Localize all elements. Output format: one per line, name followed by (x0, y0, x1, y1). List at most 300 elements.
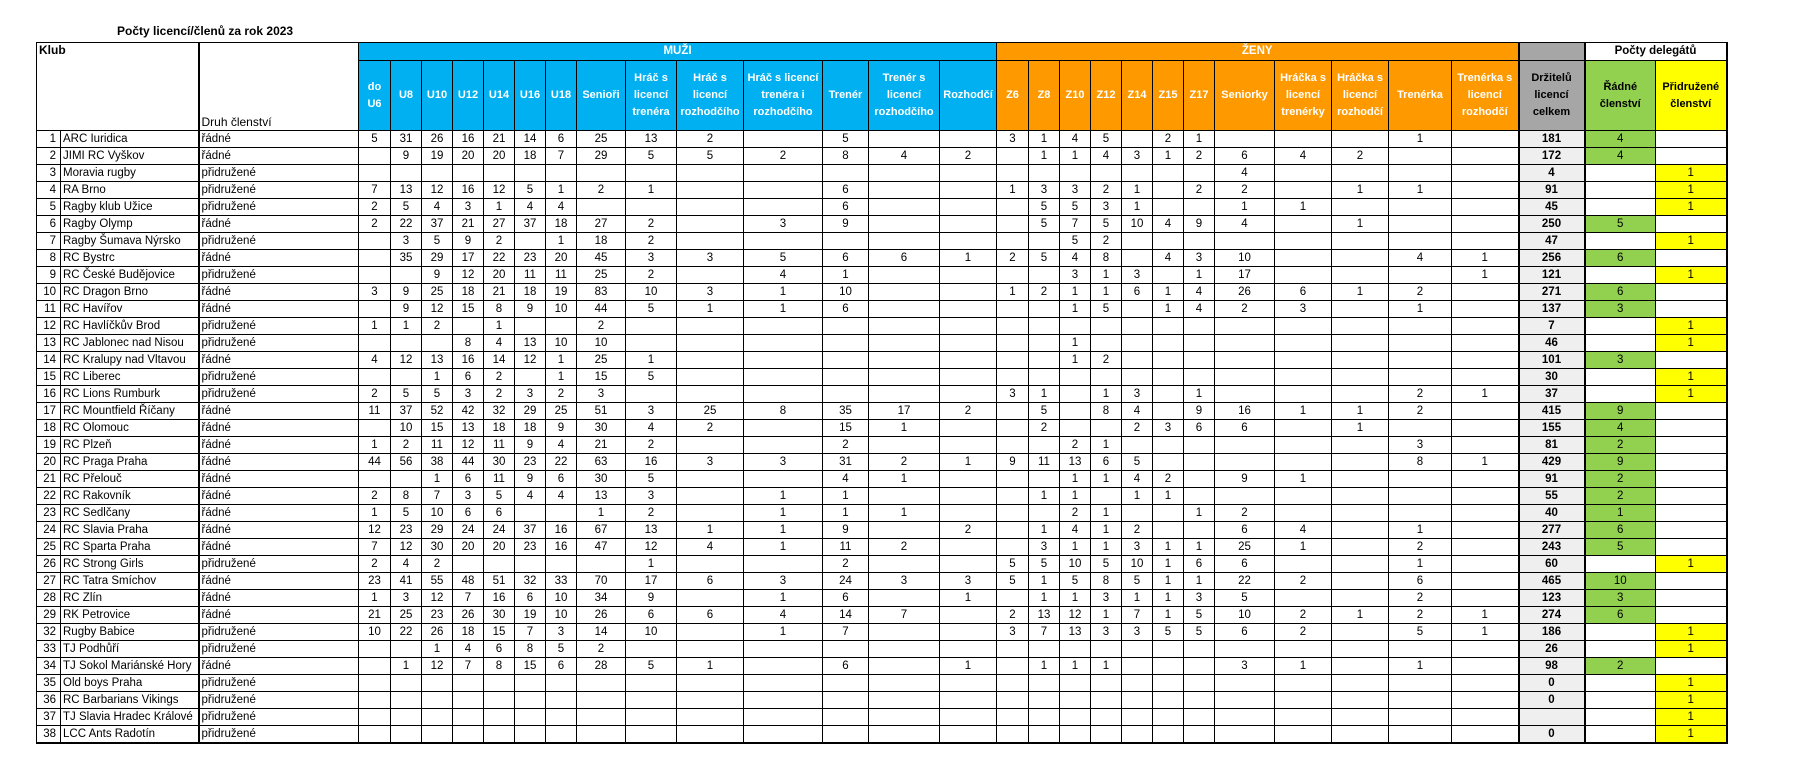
value-cell: 1 (1332, 420, 1389, 437)
value-cell: 2 (1332, 148, 1389, 165)
table-row (37, 301, 1727, 318)
value-cell: 2 (1060, 505, 1091, 522)
value-cell (869, 335, 940, 352)
pridruzene-cell (1656, 488, 1727, 505)
table-row (37, 658, 1727, 675)
value-cell: 10 (546, 335, 577, 352)
value-cell: 1 (1452, 386, 1519, 403)
value-cell: 5 (1029, 216, 1060, 233)
row-number: 19 (37, 437, 61, 454)
row-number: 8 (37, 250, 61, 267)
membership-table (36, 42, 1728, 744)
value-cell: 1 (1122, 488, 1153, 505)
value-cell (1091, 318, 1122, 335)
membership-type: řádné (199, 437, 359, 454)
value-cell: 6 (823, 250, 869, 267)
value-cell: 18 (515, 420, 546, 437)
value-cell (997, 420, 1029, 437)
table-row (37, 352, 1727, 369)
value-cell (1332, 641, 1389, 658)
row-number: 24 (37, 522, 61, 539)
value-cell (1184, 335, 1215, 352)
value-cell: 2 (940, 522, 997, 539)
value-cell (1332, 199, 1389, 216)
value-cell: 6 (823, 590, 869, 607)
total-cell: 7 (1519, 318, 1585, 335)
column-header: Hráč s licencí trenéra (626, 61, 677, 131)
pridruzene-cell (1656, 658, 1727, 675)
value-cell: 48 (453, 573, 484, 590)
value-cell (1029, 675, 1060, 692)
value-cell: 1 (1029, 573, 1060, 590)
value-cell (940, 165, 997, 182)
value-cell: 6 (453, 505, 484, 522)
value-cell: 6 (823, 301, 869, 318)
value-cell: 2 (1389, 539, 1452, 556)
value-cell (1122, 369, 1153, 386)
value-cell (997, 233, 1029, 250)
value-cell (1389, 726, 1452, 744)
value-cell (997, 590, 1029, 607)
value-cell (1122, 505, 1153, 522)
value-cell: 1 (823, 505, 869, 522)
pridruzene-cell (1656, 301, 1727, 318)
value-cell: 4 (546, 437, 577, 454)
value-cell: 1 (1184, 386, 1215, 403)
total-cell: 101 (1519, 352, 1585, 369)
value-cell (823, 318, 869, 335)
value-cell: 30 (577, 420, 626, 437)
value-cell: 25 (391, 607, 422, 624)
membership-type: řádné (199, 250, 359, 267)
value-cell: 17 (626, 573, 677, 590)
row-number: 25 (37, 539, 61, 556)
column-header: Přidružené členství (1656, 61, 1727, 131)
value-cell (546, 556, 577, 573)
value-cell (1091, 726, 1122, 744)
value-cell: 2 (1275, 573, 1332, 590)
membership-type: řádné (199, 658, 359, 675)
value-cell: 1 (626, 182, 677, 199)
value-cell (1452, 352, 1519, 369)
value-cell: 4 (391, 556, 422, 573)
value-cell (359, 709, 391, 726)
value-cell: 2 (677, 420, 744, 437)
value-cell: 1 (1332, 607, 1389, 624)
value-cell: 15 (484, 624, 515, 641)
total-cell: 181 (1519, 131, 1585, 148)
value-cell (823, 675, 869, 692)
value-cell: 2 (997, 250, 1029, 267)
value-cell (677, 199, 744, 216)
value-cell: 35 (823, 403, 869, 420)
value-cell (940, 641, 997, 658)
value-cell: 4 (546, 199, 577, 216)
row-number: 13 (37, 335, 61, 352)
value-cell: 12 (626, 539, 677, 556)
row-number: 4 (37, 182, 61, 199)
value-cell: 13 (1029, 607, 1060, 624)
value-cell (1332, 369, 1389, 386)
value-cell (677, 182, 744, 199)
value-cell (677, 726, 744, 744)
radne-cell: 9 (1585, 403, 1656, 420)
value-cell (997, 437, 1029, 454)
value-cell: 1 (546, 369, 577, 386)
value-cell: 2 (546, 386, 577, 403)
value-cell: 4 (1184, 284, 1215, 301)
value-cell: 1 (744, 301, 823, 318)
membership-type: přidružené (199, 182, 359, 199)
value-cell: 2 (940, 148, 997, 165)
club-name: Ragby Šumava Nýrsko (61, 233, 199, 250)
radne-cell (1585, 182, 1656, 199)
value-cell (577, 675, 626, 692)
value-cell: 26 (422, 131, 453, 148)
column-header: Hráčka s licencí rozhodčí (1332, 61, 1389, 131)
value-cell: 17 (869, 403, 940, 420)
value-cell: 22 (546, 454, 577, 471)
column-header: Z17 (1184, 61, 1215, 131)
membership-type: řádné (199, 539, 359, 556)
value-cell (1275, 233, 1332, 250)
value-cell (359, 165, 391, 182)
value-cell: 3 (1122, 539, 1153, 556)
value-cell: 6 (823, 182, 869, 199)
value-cell: 23 (515, 250, 546, 267)
value-cell (997, 165, 1029, 182)
value-cell: 1 (1060, 471, 1091, 488)
value-cell (1029, 318, 1060, 335)
value-cell: 42 (453, 403, 484, 420)
value-cell: 1 (1389, 301, 1452, 318)
value-cell: 21 (484, 131, 515, 148)
value-cell: 5 (1029, 250, 1060, 267)
value-cell (1389, 148, 1452, 165)
value-cell (744, 233, 823, 250)
value-cell: 35 (391, 250, 422, 267)
value-cell: 14 (823, 607, 869, 624)
total-cell: 172 (1519, 148, 1585, 165)
value-cell (1332, 318, 1389, 335)
membership-type: řádné (199, 420, 359, 437)
value-cell (997, 148, 1029, 165)
value-cell: 6 (453, 369, 484, 386)
value-cell (1215, 386, 1275, 403)
value-cell (1091, 420, 1122, 437)
value-cell: 1 (1029, 386, 1060, 403)
value-cell (869, 216, 940, 233)
value-cell: 15 (422, 420, 453, 437)
muzi-header: MUŽI (359, 43, 997, 61)
value-cell (359, 675, 391, 692)
value-cell: 2 (577, 318, 626, 335)
table-row (37, 182, 1727, 199)
value-cell: 18 (515, 284, 546, 301)
value-cell (677, 352, 744, 369)
value-cell: 5 (422, 233, 453, 250)
value-cell: 3 (453, 488, 484, 505)
value-cell (1060, 692, 1091, 709)
value-cell: 2 (626, 267, 677, 284)
membership-type: řádné (199, 471, 359, 488)
pridruzene-cell (1656, 148, 1727, 165)
value-cell (940, 556, 997, 573)
value-cell: 2 (1153, 131, 1184, 148)
value-cell: 4 (359, 352, 391, 369)
value-cell: 34 (577, 590, 626, 607)
club-name: TJ Sokol Mariánské Hory (61, 658, 199, 675)
value-cell: 1 (1060, 148, 1091, 165)
value-cell: 8 (484, 658, 515, 675)
value-cell (1332, 709, 1389, 726)
value-cell: 2 (1029, 420, 1060, 437)
value-cell: 1 (1184, 267, 1215, 284)
value-cell: 4 (1153, 250, 1184, 267)
value-cell (1452, 573, 1519, 590)
table-row (37, 284, 1727, 301)
value-cell (1215, 352, 1275, 369)
value-cell: 11 (546, 267, 577, 284)
value-cell: 5 (422, 386, 453, 403)
radne-cell (1585, 335, 1656, 352)
value-cell (869, 437, 940, 454)
value-cell: 1 (823, 488, 869, 505)
column-header: Senioři (577, 61, 626, 131)
value-cell (1332, 624, 1389, 641)
value-cell (1029, 165, 1060, 182)
value-cell: 30 (577, 471, 626, 488)
total-cell: 60 (1519, 556, 1585, 573)
value-cell (422, 692, 453, 709)
value-cell (1029, 692, 1060, 709)
value-cell: 32 (484, 403, 515, 420)
value-cell (677, 488, 744, 505)
value-cell (940, 692, 997, 709)
value-cell: 12 (359, 522, 391, 539)
value-cell (1275, 250, 1332, 267)
value-cell (677, 590, 744, 607)
club-name: RC Strong Girls (61, 556, 199, 573)
value-cell: 10 (1122, 216, 1153, 233)
radne-cell: 3 (1585, 352, 1656, 369)
value-cell (577, 165, 626, 182)
value-cell (484, 726, 515, 744)
value-cell (1389, 641, 1452, 658)
row-number: 18 (37, 420, 61, 437)
value-cell: 26 (422, 624, 453, 641)
value-cell (359, 233, 391, 250)
total-cell: 0 (1519, 692, 1585, 709)
column-header: do U6 (359, 61, 391, 131)
value-cell: 1 (359, 590, 391, 607)
value-cell: 15 (577, 369, 626, 386)
value-cell: 4 (484, 335, 515, 352)
value-cell (359, 250, 391, 267)
value-cell (1153, 709, 1184, 726)
pridruzene-cell (1656, 573, 1727, 590)
value-cell (1122, 301, 1153, 318)
value-cell (422, 709, 453, 726)
value-cell: 9 (515, 471, 546, 488)
row-number: 15 (37, 369, 61, 386)
value-cell: 14 (515, 131, 546, 148)
value-cell: 2 (823, 556, 869, 573)
value-cell (1091, 709, 1122, 726)
value-cell: 3 (515, 386, 546, 403)
total-cell: 46 (1519, 335, 1585, 352)
value-cell (1029, 471, 1060, 488)
value-cell: 5 (1091, 301, 1122, 318)
value-cell: 18 (577, 233, 626, 250)
value-cell (453, 675, 484, 692)
value-cell (1452, 709, 1519, 726)
value-cell: 37 (422, 216, 453, 233)
value-cell: 2 (359, 556, 391, 573)
club-name: RC Praga Praha (61, 454, 199, 471)
value-cell: 4 (744, 267, 823, 284)
column-header: Z12 (1091, 61, 1122, 131)
value-cell (940, 301, 997, 318)
value-cell: 2 (1215, 505, 1275, 522)
value-cell: 5 (546, 641, 577, 658)
value-cell: 10 (577, 335, 626, 352)
value-cell: 8 (391, 488, 422, 505)
value-cell (1452, 726, 1519, 744)
column-header: Řádné členství (1585, 61, 1656, 131)
value-cell: 51 (577, 403, 626, 420)
value-cell (940, 437, 997, 454)
value-cell (359, 420, 391, 437)
value-cell (1332, 131, 1389, 148)
membership-type: přidružené (199, 199, 359, 216)
value-cell: 25 (422, 284, 453, 301)
value-cell: 56 (391, 454, 422, 471)
value-cell (744, 641, 823, 658)
table-row (37, 471, 1727, 488)
value-cell: 22 (484, 250, 515, 267)
value-cell (1275, 692, 1332, 709)
value-cell: 8 (515, 641, 546, 658)
value-cell (391, 641, 422, 658)
value-cell: 1 (823, 267, 869, 284)
club-name: RC Přelouč (61, 471, 199, 488)
row-number: 26 (37, 556, 61, 573)
value-cell (869, 284, 940, 301)
delegates-header: Počty delegátů (1585, 43, 1727, 61)
club-name: RC Plzeň (61, 437, 199, 454)
value-cell: 11 (484, 471, 515, 488)
pridruzene-cell: 1 (1656, 369, 1727, 386)
value-cell: 17 (453, 250, 484, 267)
value-cell (869, 641, 940, 658)
value-cell: 18 (453, 284, 484, 301)
value-cell (940, 182, 997, 199)
value-cell: 8 (823, 148, 869, 165)
value-cell (1332, 658, 1389, 675)
value-cell: 2 (484, 369, 515, 386)
pridruzene-cell (1656, 216, 1727, 233)
value-cell: 5 (1389, 624, 1452, 641)
value-cell (1184, 369, 1215, 386)
value-cell (940, 318, 997, 335)
row-number: 23 (37, 505, 61, 522)
value-cell: 1 (1029, 658, 1060, 675)
value-cell: 2 (1275, 624, 1332, 641)
value-cell (1215, 641, 1275, 658)
value-cell: 33 (546, 573, 577, 590)
value-cell (484, 692, 515, 709)
pridruzene-cell (1656, 522, 1727, 539)
value-cell: 10 (1122, 556, 1153, 573)
pridruzene-cell (1656, 437, 1727, 454)
table-row (37, 709, 1727, 726)
club-name: ARC Iuridica (61, 131, 199, 148)
radne-cell (1585, 386, 1656, 403)
value-cell (1122, 675, 1153, 692)
value-cell (997, 318, 1029, 335)
row-number: 34 (37, 658, 61, 675)
table-row (37, 233, 1727, 250)
radne-cell: 2 (1585, 471, 1656, 488)
value-cell: 2 (1389, 284, 1452, 301)
total-cell: 91 (1519, 471, 1585, 488)
value-cell: 16 (546, 539, 577, 556)
total-cell: 47 (1519, 233, 1585, 250)
value-cell: 2 (359, 488, 391, 505)
value-cell (869, 386, 940, 403)
value-cell: 4 (1122, 403, 1153, 420)
value-cell: 6 (453, 471, 484, 488)
club-name: Old boys Praha (61, 675, 199, 692)
value-cell: 20 (546, 250, 577, 267)
table-row (37, 437, 1727, 454)
radne-cell (1585, 199, 1656, 216)
value-cell: 29 (422, 522, 453, 539)
value-cell (1452, 539, 1519, 556)
value-cell: 11 (484, 437, 515, 454)
row-number: 20 (37, 454, 61, 471)
value-cell: 9 (626, 590, 677, 607)
value-cell (744, 131, 823, 148)
value-cell: 2 (391, 437, 422, 454)
value-cell (997, 658, 1029, 675)
value-cell (391, 335, 422, 352)
value-cell (1452, 692, 1519, 709)
value-cell (1275, 437, 1332, 454)
value-cell: 3 (391, 233, 422, 250)
membership-type: řádné (199, 573, 359, 590)
row-number: 7 (37, 233, 61, 250)
value-cell (359, 148, 391, 165)
value-cell (546, 318, 577, 335)
value-cell: 38 (422, 454, 453, 471)
value-cell: 1 (1184, 539, 1215, 556)
pridruzene-cell (1656, 352, 1727, 369)
value-cell (677, 335, 744, 352)
total-cell: 0 (1519, 726, 1585, 744)
value-cell: 1 (1332, 216, 1389, 233)
value-cell: 5 (1091, 216, 1122, 233)
value-cell (744, 369, 823, 386)
value-cell: 23 (422, 607, 453, 624)
value-cell (1153, 641, 1184, 658)
value-cell: 10 (626, 284, 677, 301)
value-cell (1184, 454, 1215, 471)
value-cell (744, 471, 823, 488)
value-cell: 11 (422, 437, 453, 454)
club-name: TJ Slavia Hradec Králové (61, 709, 199, 726)
